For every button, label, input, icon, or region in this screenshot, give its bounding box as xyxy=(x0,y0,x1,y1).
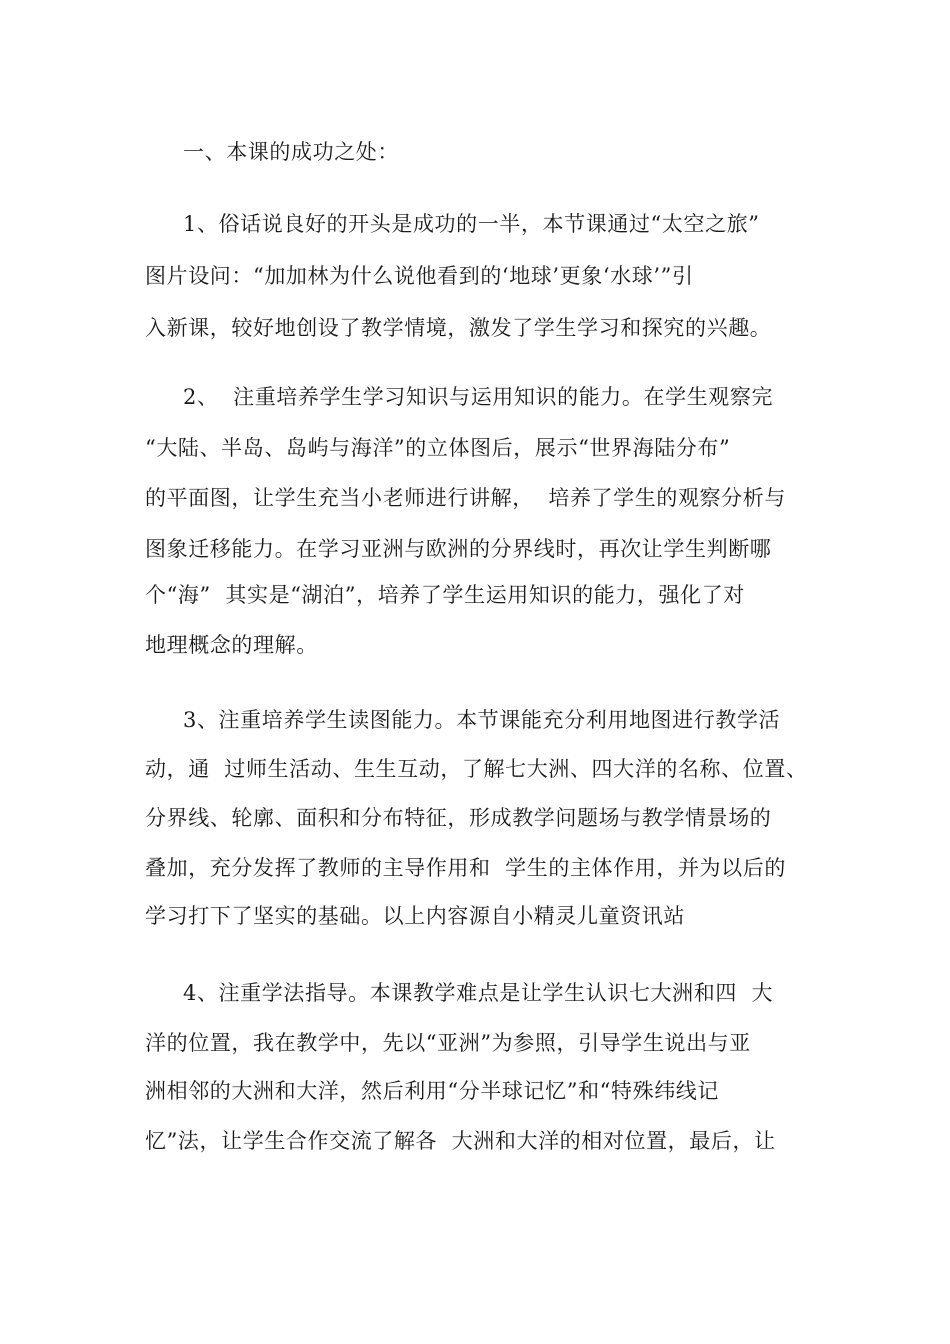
paragraph-line: 洲相邻的大洲和大洋，然后利用“分半球记忆”和“特殊纬线记 xyxy=(145,1079,720,1103)
paragraph-line: 学习打下了坚实的基础。以上内容源自小精灵儿童资讯站 xyxy=(145,904,685,928)
paragraph-line: 3、注重培养学生读图能力。本节课能充分利用地图进行教学活 xyxy=(183,708,781,732)
paragraph-line: 洋的位置，我在教学中，先以“亚洲”为参照，引导学生说出与亚 xyxy=(145,1031,751,1055)
paragraph-line: “大陆、半岛、岛屿与海洋”的立体图后，展示“世界海陆分布” xyxy=(145,436,731,460)
paragraph-line: 图象迁移能力。在学习亚洲与欧洲的分界线时，再次让学生判断哪 xyxy=(145,537,772,561)
paragraph-line: 个“海” 其实是“湖泊”，培养了学生运用知识的能力，强化了对 xyxy=(145,583,745,607)
paragraph-line: 叠加，充分发挥了教师的主导作用和 学生的主体作用，并为以后的 xyxy=(145,856,786,880)
paragraph-line: 入新课，较好地创设了教学情境，激发了学生学习和探究的兴趣。 xyxy=(145,316,772,340)
paragraph-line: 1、俗话说良好的开头是成功的一半，本节课通过“太空之旅” xyxy=(183,212,760,236)
paragraph-line: 图片设问：“加加林为什么说他看到的‘地球’更象‘水球’”引 xyxy=(145,264,694,288)
paragraph-line: 忆”法，让学生合作交流了解各 大洲和大洋的相对位置，最后，让 xyxy=(145,1129,776,1153)
paragraph-line: 分界线、轮廓、面积和分布特征，形成教学问题场与教学情景场的 xyxy=(145,806,772,830)
paragraph-line: 4、注重学法指导。本课教学难点是让学生认识七大洲和四 大 xyxy=(183,981,774,1005)
paragraph-line: 2、 注重培养学生学习知识与运用知识的能力。在学生观察完 xyxy=(183,385,774,409)
paragraph-line: 地理概念的理解。 xyxy=(145,633,318,657)
paragraph-line: 的平面图，让学生充当小老师进行讲解， 培养了学生的观察分析与 xyxy=(145,486,786,510)
section-heading: 一、本课的成功之处： xyxy=(183,140,399,164)
paragraph-line: 动，通 过师生活动、生生互动，了解七大洲、四大洋的名称、位置、 xyxy=(145,757,808,781)
